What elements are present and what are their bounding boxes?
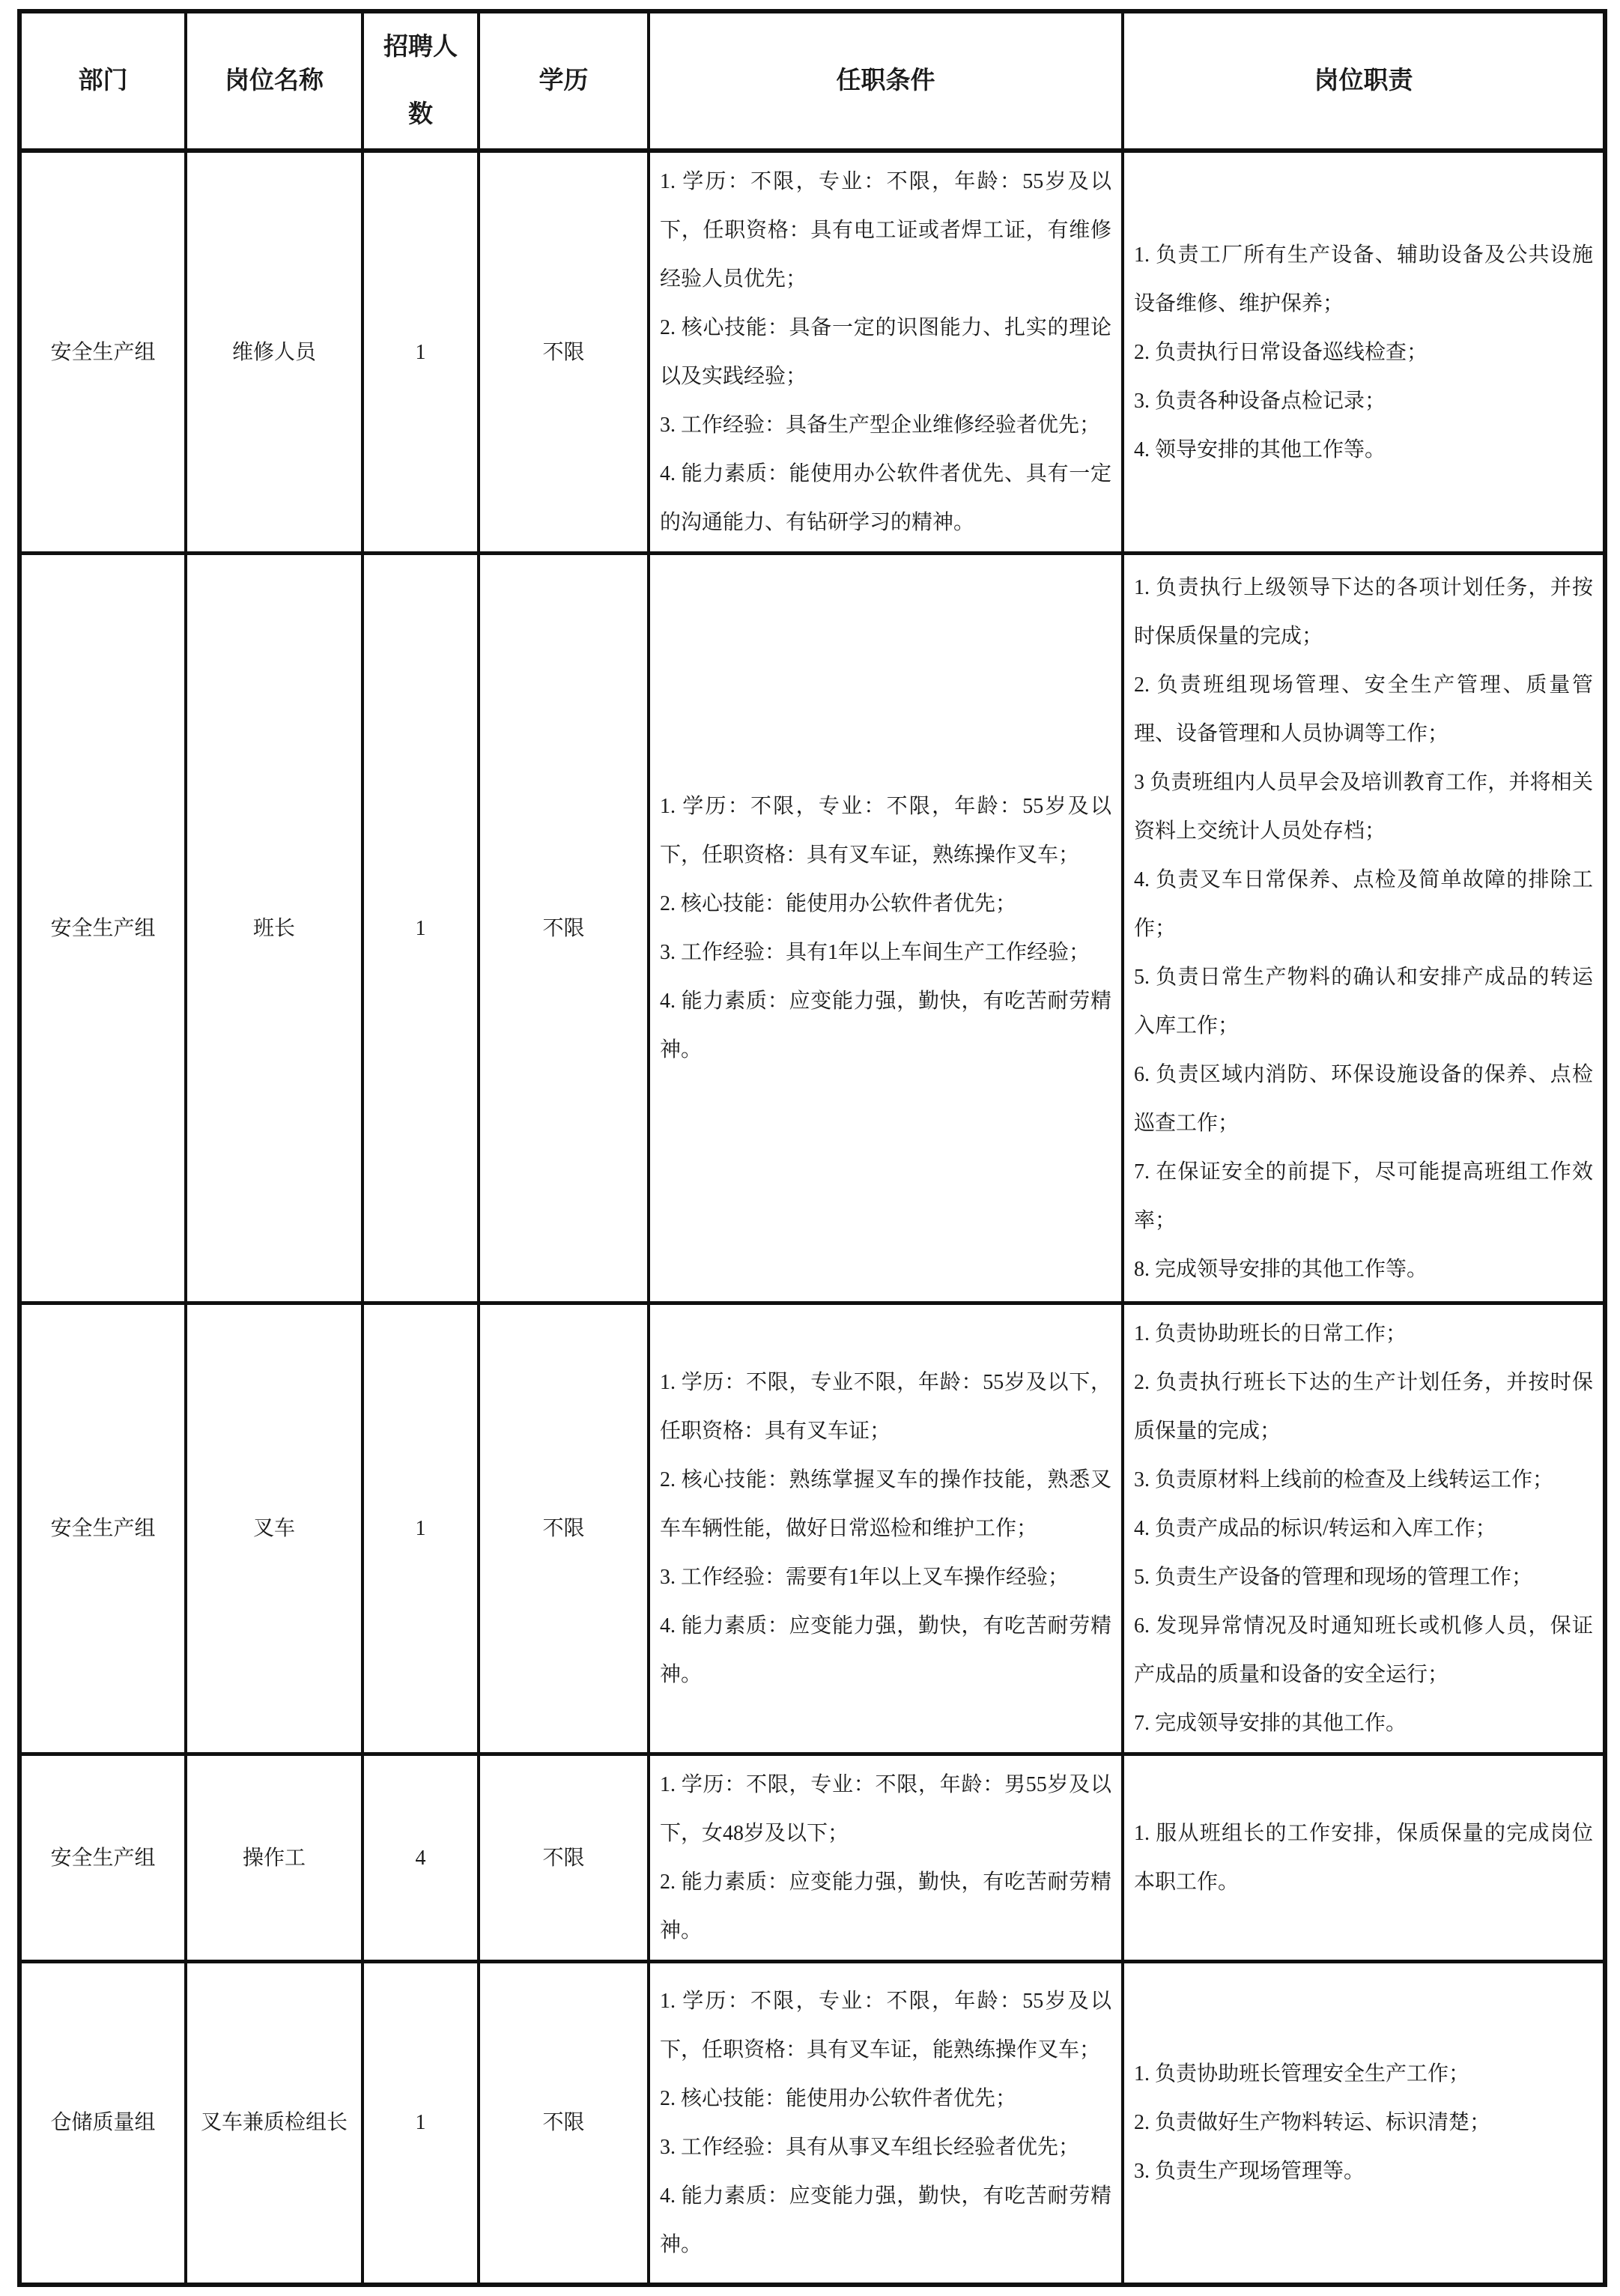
requirement-item: 4. 能力素质：应变能力强，勤快，有吃苦耐劳精神。 xyxy=(660,2184,1111,2256)
requirement-item: 4. 能力素质：应变能力强，勤快，有吃苦耐劳精神。 xyxy=(660,990,1111,1061)
header-education: 学历 xyxy=(479,11,649,151)
duty-item: 1. 负责协助班长管理安全生产工作； xyxy=(1134,2062,1470,2086)
header-duties: 岗位职责 xyxy=(1123,11,1605,151)
duty-item: 1. 负责工厂所有生产设备、辅助设备及公共设施设备维修、维护保养； xyxy=(1134,243,1593,315)
header-department: 部门 xyxy=(19,11,186,151)
position-cell: 叉车 xyxy=(186,1303,362,1754)
requirements-cell xyxy=(649,151,1123,554)
header-requirements: 任职条件 xyxy=(649,11,1123,151)
duty-item: 3. 负责原材料上线前的检查及上线转运工作； xyxy=(1134,1468,1554,1491)
headcount-cell: 1 xyxy=(362,554,479,1303)
table-row xyxy=(19,1962,1605,2285)
education-cell: 不限 xyxy=(479,554,649,1303)
duty-item: 4. 领导安排的其他工作等。 xyxy=(1134,437,1386,461)
headcount-cell: 1 xyxy=(362,151,479,554)
duties-cell xyxy=(1123,1754,1605,1962)
position-cell: 班长 xyxy=(186,554,362,1303)
headcount-cell: 1 xyxy=(362,1962,479,2285)
duty-item: 4. 负责叉车日常保养、点检及简单故障的排除工作； xyxy=(1134,867,1593,940)
education-cell: 不限 xyxy=(479,1962,649,2285)
requirement-item: 2. 核心技能：熟练掌握叉车的操作技能，熟悉叉车车辆性能，做好日常巡检和维护工作； xyxy=(660,1468,1111,1540)
department-cell: 安全生产组 xyxy=(19,1754,186,1962)
requirements-cell xyxy=(649,1303,1123,1754)
header-position: 岗位名称 xyxy=(186,11,362,151)
duty-item: 6. 负责区域内消防、环保设施设备的保养、点检巡查工作； xyxy=(1134,1062,1593,1135)
duty-item: 8. 完成领导安排的其他工作等。 xyxy=(1134,1257,1428,1281)
table-row xyxy=(19,554,1605,1303)
department-cell: 仓储质量组 xyxy=(19,1962,186,2285)
duty-item: 1. 负责协助班长的日常工作； xyxy=(1134,1322,1407,1345)
duty-item: 3. 负责各种设备点检记录； xyxy=(1134,389,1386,413)
requirement-item: 4. 能力素质：应变能力强，勤快，有吃苦耐劳精神。 xyxy=(660,1614,1111,1686)
duty-item: 4. 负责产成品的标识/转运和入库工作； xyxy=(1134,1517,1496,1540)
requirement-item: 2. 核心技能：能使用办公软件者优先； xyxy=(660,2086,1017,2110)
requirement-item: 3. 工作经验：需要有1年以上叉车操作经验； xyxy=(660,1566,1070,1589)
requirement-item: 3. 工作经验：具有1年以上车间生产工作经验； xyxy=(660,941,1090,964)
requirement-item: 1. 学历：不限，专业不限，年龄：55岁及以下，任职资格：具有叉车证； xyxy=(660,1371,1111,1443)
requirement-item: 1. 学历：不限，专业：不限，年龄：55岁及以下，任职资格：具有叉车证，熟练操作叉车； xyxy=(660,795,1111,867)
duties-cell xyxy=(1123,1962,1605,2285)
education-cell: 不限 xyxy=(479,1303,649,1754)
table-row xyxy=(19,1303,1605,1754)
position-cell: 维修人员 xyxy=(186,151,362,554)
header-row xyxy=(19,11,1605,151)
table-row xyxy=(19,151,1605,554)
requirement-item: 2. 核心技能：具备一定的识图能力、扎实的理论以及实践经验； xyxy=(660,316,1111,388)
requirement-item: 2. 能力素质：应变能力强，勤快，有吃苦耐劳精神。 xyxy=(660,1871,1111,1942)
duty-item: 3 负责班组内人员早会及培训教育工作，并将相关资料上交统计人员处存档； xyxy=(1134,770,1593,843)
duty-item: 5. 负责生产设备的管理和现场的管理工作； xyxy=(1134,1566,1533,1589)
table-row xyxy=(19,1754,1605,1962)
duty-item: 2. 负责执行日常设备巡线检查； xyxy=(1134,340,1428,364)
department-cell: 安全生产组 xyxy=(19,1303,186,1754)
duty-item: 1. 服从班组长的工作安排，保质保量的完成岗位本职工作。 xyxy=(1134,1822,1593,1894)
recruitment-table xyxy=(17,9,1607,2287)
department-cell: 安全生产组 xyxy=(19,554,186,1303)
duty-item: 7. 在保证安全的前提下，尽可能提高班组工作效率； xyxy=(1134,1160,1593,1232)
duty-item: 7. 完成领导安排的其他工作。 xyxy=(1134,1712,1407,1735)
duty-item: 2. 负责执行班长下达的生产计划任务，并按时保质保量的完成； xyxy=(1134,1371,1593,1443)
duty-item: 1. 负责执行上级领导下达的各项计划任务，并按时保质保量的完成； xyxy=(1134,575,1593,648)
education-cell: 不限 xyxy=(479,151,649,554)
duties-cell xyxy=(1123,1303,1605,1754)
department-cell: 安全生产组 xyxy=(19,151,186,554)
position-cell: 操作工 xyxy=(186,1754,362,1962)
requirements-cell xyxy=(649,554,1123,1303)
header-headcount: 招聘人数 xyxy=(362,11,479,151)
requirement-item: 3. 工作经验：具备生产型企业维修经验者优先； xyxy=(660,414,1101,437)
requirements-cell xyxy=(649,1754,1123,1962)
duties-cell xyxy=(1123,151,1605,554)
duty-item: 5. 负责日常生产物料的确认和安排产成品的转运入库工作； xyxy=(1134,965,1593,1038)
requirement-item: 1. 学历：不限，专业：不限，年龄：55岁及以下，任职资格：具有电工证或者焊工证，有维修经验人员优先； xyxy=(660,170,1111,291)
headcount-cell: 4 xyxy=(362,1754,479,1962)
duty-item: 2. 负责做好生产物料转运、标识清楚； xyxy=(1134,2111,1491,2135)
duties-cell xyxy=(1123,554,1605,1303)
requirement-item: 1. 学历：不限，专业：不限，年龄：55岁及以下，任职资格：具有叉车证，能熟练操作叉车； xyxy=(660,1989,1111,2062)
requirement-item: 3. 工作经验：具有从事叉车组长经验者优先； xyxy=(660,2135,1080,2159)
position-cell: 叉车兼质检组长 xyxy=(186,1962,362,2285)
duty-item: 2. 负责班组现场管理、安全生产管理、质量管理、设备管理和人员协调等工作； xyxy=(1134,673,1593,745)
requirement-item: 1. 学历：不限，专业：不限，年龄：男55岁及以下，女48岁及以下； xyxy=(660,1773,1111,1845)
headcount-cell: 1 xyxy=(362,1303,479,1754)
requirement-item: 4. 能力素质：能使用办公软件者优先、具有一定的沟通能力、有钻研学习的精神。 xyxy=(660,462,1111,534)
requirements-cell xyxy=(649,1962,1123,2285)
requirement-item: 2. 核心技能：能使用办公软件者优先； xyxy=(660,892,1017,915)
education-cell: 不限 xyxy=(479,1754,649,1962)
duty-item: 6. 发现异常情况及时通知班长或机修人员，保证产成品的质量和设备的安全运行； xyxy=(1134,1614,1593,1686)
duty-item: 3. 负责生产现场管理等。 xyxy=(1134,2160,1365,2184)
